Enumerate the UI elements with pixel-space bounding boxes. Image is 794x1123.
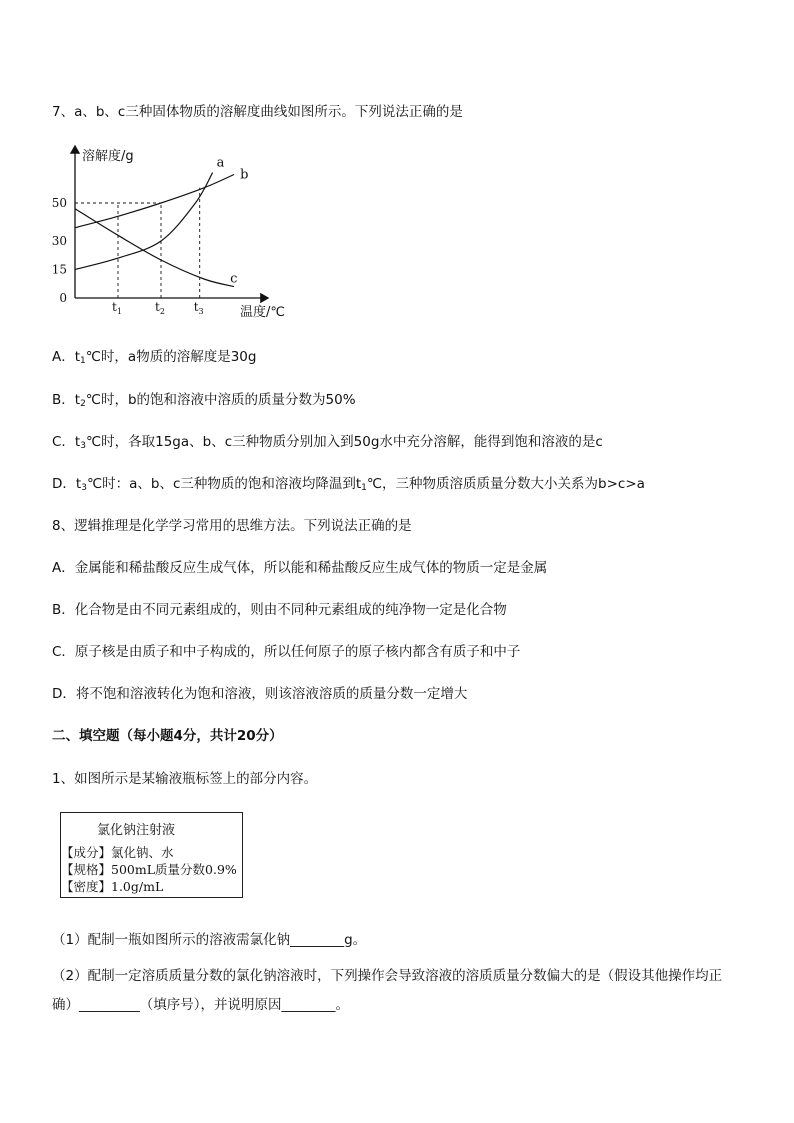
q1-sub1: （1）配制一瓶如图所示的溶液需氯化钠________g。: [52, 932, 367, 948]
q7-option-c[interactable]: C．$t_3℃$时，各取15ga、b、c三种物质分别加入到50g水中充分溶解，能得到饱和溶液的是c: [52, 434, 603, 451]
section-heading: 二、填空题（每小题4分，共计20分）: [52, 728, 283, 744]
infusion-label-box: [60, 812, 243, 898]
question-8-stem: 8、逻辑推理是化学学习常用的思维方法。下列说法正确的是: [52, 518, 412, 534]
label-row-ingredients: 【成分】氯化钠、水: [61, 845, 174, 860]
curve-label-b: b: [240, 167, 249, 183]
x-tick-label: $t_2$: [155, 300, 165, 316]
question-7-stem: 7、a、b、c三种固体物质的溶解度曲线如图所示。下列说法正确的是: [52, 104, 463, 120]
q7-option-b[interactable]: B．$t_2℃$时，b的饱和溶液中溶质的质量分数为50%: [52, 392, 356, 409]
q1-sub2: （2）配制一定溶质质量分数的氯化钠溶液时，下列操作会导致溶液的溶质质量分数偏大的是（假设其他操作均正确）_________（填序号），并说明原因________。: [52, 968, 723, 1013]
q7-option-d[interactable]: D．$t_3℃$时：a、b、c三种物质的饱和溶液均降温到$t_1℃$，三种物质溶质质量分数大小关系为b>c>a: [52, 476, 645, 493]
y-tick-label: 30: [51, 234, 67, 248]
x-axis-label: 温度/℃: [240, 305, 285, 320]
curve-label-a: a: [216, 155, 225, 171]
curve-label-c: c: [230, 271, 238, 287]
q7-option-a[interactable]: A．$t_1℃$时，a物质的溶解度是30g: [52, 349, 257, 366]
label-row-density: 【密度】1.0g/mL: [61, 879, 164, 894]
solubility-curve-chart: [48, 138, 298, 323]
y-axis-label: 溶解度/g: [82, 149, 134, 164]
y-tick-label: 15: [51, 262, 67, 277]
q8-option-a[interactable]: A．金属能和稀盐酸反应生成气体，所以能和稀盐酸反应生成气体的物质一定是金属: [52, 560, 548, 576]
y-tick-label: 0: [59, 291, 67, 305]
x-tick-label: $t_1$: [112, 300, 122, 316]
question-1-stem: 1、如图所示是某输液瓶标签上的部分内容。: [52, 771, 318, 787]
q8-option-c[interactable]: C．原子核是由质子和中子构成的，所以任何原子的原子核内都含有质子和中子: [52, 644, 521, 660]
label-title: 氯化钠注射液: [97, 823, 176, 838]
q8-option-d[interactable]: D．将不饱和溶液转化为饱和溶液，则该溶液溶质的质量分数一定增大: [52, 686, 468, 702]
curve-c: [75, 209, 234, 287]
curve-b: [75, 175, 234, 228]
q8-option-b[interactable]: B．化合物是由不同元素组成的，则由不同种元素组成的纯净物一定是化合物: [52, 602, 507, 618]
label-row-spec: 【规格】500mL质量分数0.9%: [61, 862, 237, 877]
x-tick-label: $t_3$: [193, 300, 204, 316]
y-tick-label: 50: [51, 196, 67, 210]
